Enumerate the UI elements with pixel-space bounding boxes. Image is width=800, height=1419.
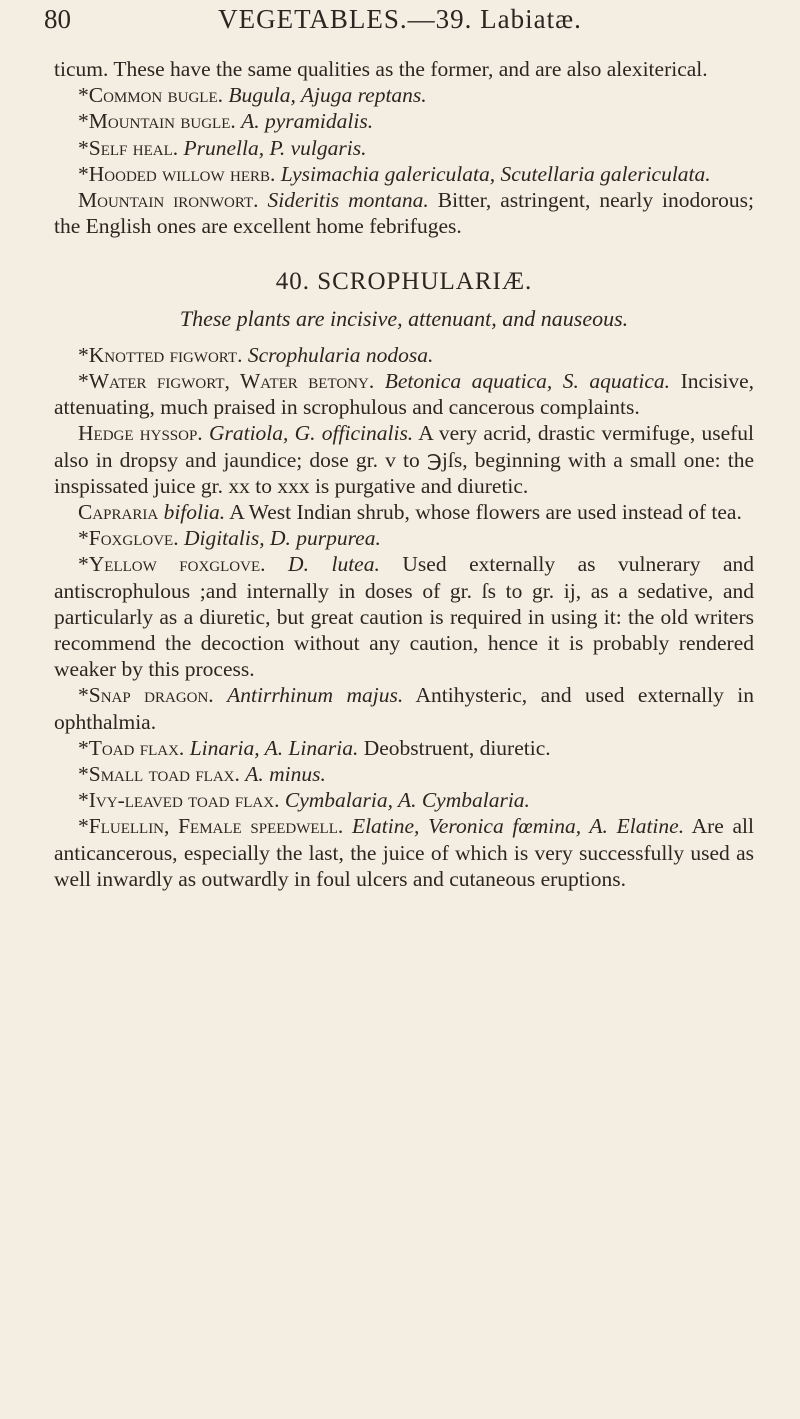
entry-latin: Antirrhinum majus. (227, 683, 404, 708)
entry-latin: Linaria, A. Linaria. (189, 735, 359, 760)
entry-latin: bifolia. (163, 500, 226, 525)
entry-paragraph (54, 813, 754, 892)
entry-latin: Scrophularia nodosa. (247, 342, 434, 367)
entry-paragraph (54, 108, 754, 134)
entry-latin: Prunella, P. vulgaris. (183, 135, 367, 160)
entry-latin: D. lutea. (288, 552, 380, 577)
entry-paragraph (54, 135, 754, 161)
entry-name: *Yellow foxglove. (78, 552, 266, 577)
entry-text: Are all anticancerous, especially the last, the juice of which is very successfully used as well inwardly as outwardly in foul ulcers and cutaneous eruptions. (54, 814, 754, 891)
scrophulariae-entries (54, 342, 754, 892)
entry-text: A very acrid, drastic vermifuge, useful also in dropsy and jaundice; dose gr. v to ℈jſs, beginning with a small one: the inspissated juice gr. xx to xxx is purgative and diuretic. (54, 421, 755, 498)
running-header (44, 4, 756, 48)
section-subtitle: These plants are incisive, attenuant, and nauseous. (179, 305, 629, 331)
entry-name: Hedge hyssop. (78, 421, 203, 446)
entry-paragraph (54, 525, 754, 551)
entry-text: Bitter, astringent, nearly inodorous; the English ones are excellent home febrifuges. (54, 188, 755, 239)
entry-paragraph (54, 420, 754, 499)
entry-name: *Water figwort, Water betony. (78, 369, 375, 394)
entry-text: A West Indian shrub, whose flowers are used instead of tea. (229, 500, 742, 525)
entry-name: *Hooded willow herb. (78, 161, 276, 186)
entry-paragraph (54, 342, 754, 368)
entry-name: *Ivy-leaved toad flax. (78, 788, 280, 813)
entry-name: *Snap dragon. (78, 683, 214, 708)
entry-paragraph (54, 187, 754, 239)
entry-name: *Knotted figwort. (78, 342, 243, 367)
entry-paragraph (54, 499, 754, 525)
entry-name: Mountain ironwort. (78, 188, 259, 213)
entry-latin: Betonica aquatica, S. aquatica. (384, 369, 671, 394)
section-title: 40. SCROPHULARIÆ. (275, 268, 533, 296)
page-body (54, 56, 754, 892)
entry-text: Deobstruent, diuretic. (363, 735, 551, 760)
entry-latin: Sideritis montana. (267, 188, 429, 213)
entry-name: *Mountain bugle. (78, 109, 236, 134)
entry-text: Incisive, attenuating, much praised in scrophulous and cancerous complaints. (54, 369, 754, 420)
entry-name: *Toad flax. (78, 735, 185, 760)
entry-latin: Bugula, Ajuga reptans. (228, 83, 427, 108)
page-number: 80 (44, 4, 71, 34)
entry-latin: Gratiola, G. officinalis. (208, 421, 414, 446)
intro-paragraph: ticum. These have the same qualities as the former, and are also alexiterical. (54, 57, 708, 81)
entry-latin: Cymbalaria, A. Cymbalaria. (284, 788, 530, 813)
entry-name: Capraria (78, 500, 159, 525)
entry-paragraph (54, 82, 754, 108)
entry-latin: A. pyramidalis. (241, 109, 374, 134)
running-title: VEGETABLES.—39. Labiatæ. (218, 4, 582, 34)
entry-latin: A. minus. (245, 762, 326, 787)
entry-text: Used externally as vulnerary and antiscrophulous ;and internally in doses of gr. ſs to gr. ij, as a sedative, and particularly as a diuretic, but great caution is required in using it: the old writers recommend the decoction without any caution, hence it is probably rendered weaker by this process. (54, 552, 755, 682)
entry-name: *Self heal. (78, 135, 179, 160)
entry-paragraph (54, 735, 754, 761)
entry-name: *Fluellin, Female speedwell. (78, 814, 344, 839)
entry-paragraph (54, 161, 754, 187)
entry-paragraph (54, 551, 754, 682)
labiatae-entries (54, 82, 754, 239)
entry-paragraph (54, 368, 754, 420)
entry-name: *Common bugle. (78, 83, 224, 108)
entry-latin: Lysimachia galericulata, Scutellaria galericulata. (280, 161, 711, 186)
entry-paragraph (54, 682, 754, 734)
entry-paragraph (54, 787, 754, 813)
entry-text: Antihysteric, and used externally in ophthalmia. (54, 683, 754, 734)
entry-paragraph (54, 761, 754, 787)
entry-latin: Elatine, Veronica fœmina, A. Elatine. (351, 814, 685, 839)
entry-name: *Small toad flax. (78, 762, 240, 787)
entry-latin: Digitalis, D. purpurea. (183, 526, 381, 551)
entry-name: *Foxglove. (78, 526, 179, 551)
